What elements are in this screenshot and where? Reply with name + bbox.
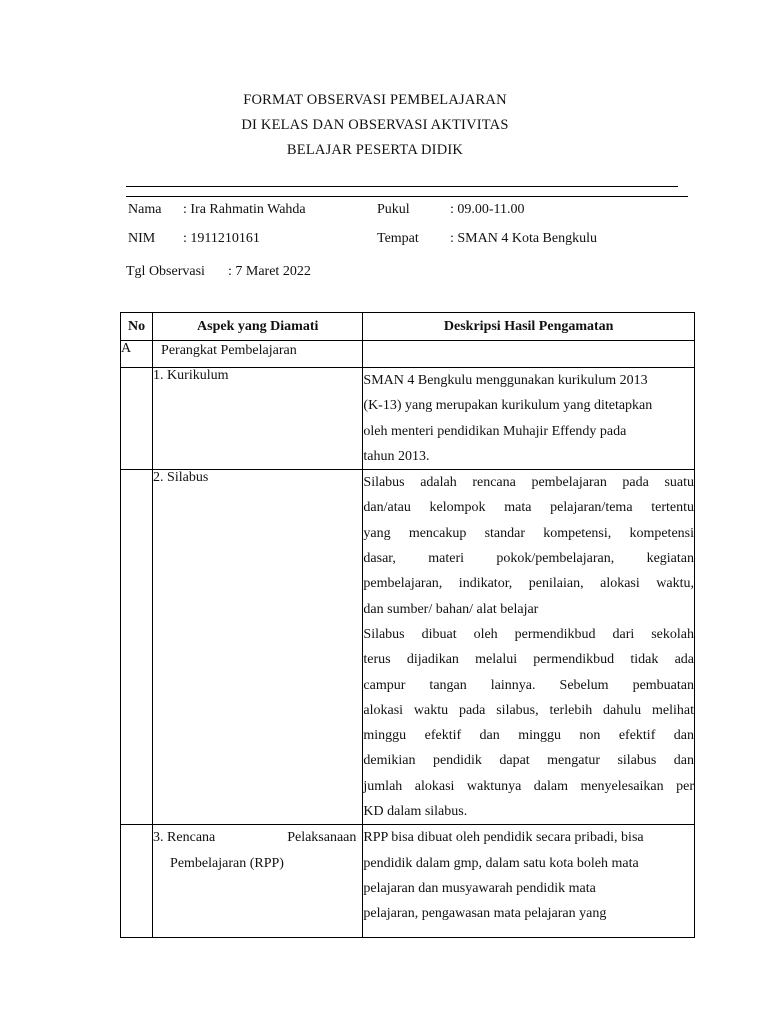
aspect-rpp-line1b: Pelaksanaan (287, 830, 357, 846)
header-rule-bottom (126, 196, 688, 197)
row-no-cell (121, 470, 153, 825)
desc-silabus (363, 470, 695, 825)
observation-table (120, 312, 695, 938)
pukul-value: : 09.00-11.00 (450, 202, 525, 217)
aspect-rpp-line1a: 3. Rencana (153, 830, 216, 846)
desc-line: jumlah alokasi waktunya dalam menyelesaikan per (363, 778, 694, 794)
desc-line: Silabus adalah rencana pembelajaran pada suatu (363, 475, 694, 491)
table-row-kurikulum (121, 368, 695, 470)
aspect-silabus: 2. Silabus (153, 470, 363, 825)
desc-line: campur tangan lainnya. Sebelum pembuatan (363, 677, 694, 693)
desc-line: pembelajaran, indikator, penilaian, alokasi waktu, (363, 576, 694, 592)
tgl-observasi-label: Tgl Observasi (126, 264, 205, 279)
aspect-rpp (153, 825, 363, 938)
header-no: No (121, 313, 153, 341)
doc-title-line1: FORMAT OBSERVASI PEMBELAJARAN (243, 92, 507, 108)
desc-line: RPP bisa dibuat oleh pendidik secara pribadi, bisa (363, 830, 644, 846)
tempat-value: : SMAN 4 Kota Bengkulu (450, 231, 597, 246)
desc-line: alokasi waktu pada silabus, terlebih dahulu melihat (363, 702, 694, 718)
section-a-empty (363, 341, 695, 368)
row-no-cell (121, 825, 153, 938)
table-row-rpp (121, 825, 695, 938)
aspect-rpp-line1 (153, 825, 362, 850)
nama-value: : Ira Rahmatin Wahda (183, 202, 306, 217)
section-a-label: Perangkat Pembelajaran (153, 341, 363, 368)
aspect-rpp-line2: Pembelajaran (RPP) (170, 855, 284, 871)
desc-line: Silabus dibuat oleh permendikbud dari sekolah (363, 626, 694, 642)
desc-line: pendidik dalam gmp, dalam satu kota boleh mata (363, 855, 639, 871)
desc-rpp (363, 825, 695, 938)
desc-line: SMAN 4 Bengkulu menggunakan kurikulum 2013 (363, 373, 648, 388)
desc-line: minggu efektif dan minggu non efektif dan (363, 728, 694, 744)
desc-line: terus dijadikan melalui permendikbud tidak ada (363, 652, 694, 668)
desc-kurikulum (363, 368, 695, 470)
tempat-label: Tempat (377, 231, 419, 246)
desc-line: dan/atau kelompok mata pelajaran/tema tertentu (363, 500, 694, 516)
desc-line: oleh menteri pendidikan Muhajir Effendy pada (363, 423, 627, 439)
desc-line: tahun 2013. (363, 448, 430, 464)
table-row-silabus (121, 470, 695, 825)
desc-line: KD dalam silabus. (363, 804, 468, 820)
nim-value: : 1911210161 (183, 231, 260, 246)
row-no-cell (121, 368, 153, 470)
doc-title-line3: BELAJAR PESERTA DIDIK (286, 142, 464, 158)
pukul-label: Pukul (377, 202, 410, 217)
section-row-a (121, 341, 695, 368)
table-header-row (121, 313, 695, 341)
tgl-observasi-value: : 7 Maret 2022 (228, 264, 311, 279)
desc-line: pelajaran, pengawasan mata pelajaran yang (363, 906, 607, 922)
desc-line: (K-13) yang merupakan kurikulum yang ditetapkan (363, 398, 653, 414)
doc-title-line2: DI KELAS DAN OBSERVASI AKTIVITAS (241, 117, 509, 133)
nama-label: Nama (128, 202, 162, 217)
header-rule-top (126, 186, 678, 187)
desc-line: demikian pendidik dapat mengatur silabus dan (363, 753, 694, 769)
desc-line: pelajaran dan musyawarah pendidik mata (363, 880, 596, 896)
nim-label: NIM (128, 231, 156, 246)
desc-line: dan sumber/ bahan/ alat belajar (363, 601, 539, 617)
aspect-kurikulum: 1. Kurikulum (153, 368, 363, 470)
header-deskripsi: Deskripsi Hasil Pengamatan (363, 313, 695, 341)
desc-line: dasar, materi pokok/pembelajaran, kegiatan (363, 551, 694, 567)
desc-line: yang mencakup standar kompetensi, kompetensi (363, 525, 694, 541)
header-aspek: Aspek yang Diamati (153, 313, 363, 341)
section-a-no: A (121, 341, 153, 368)
